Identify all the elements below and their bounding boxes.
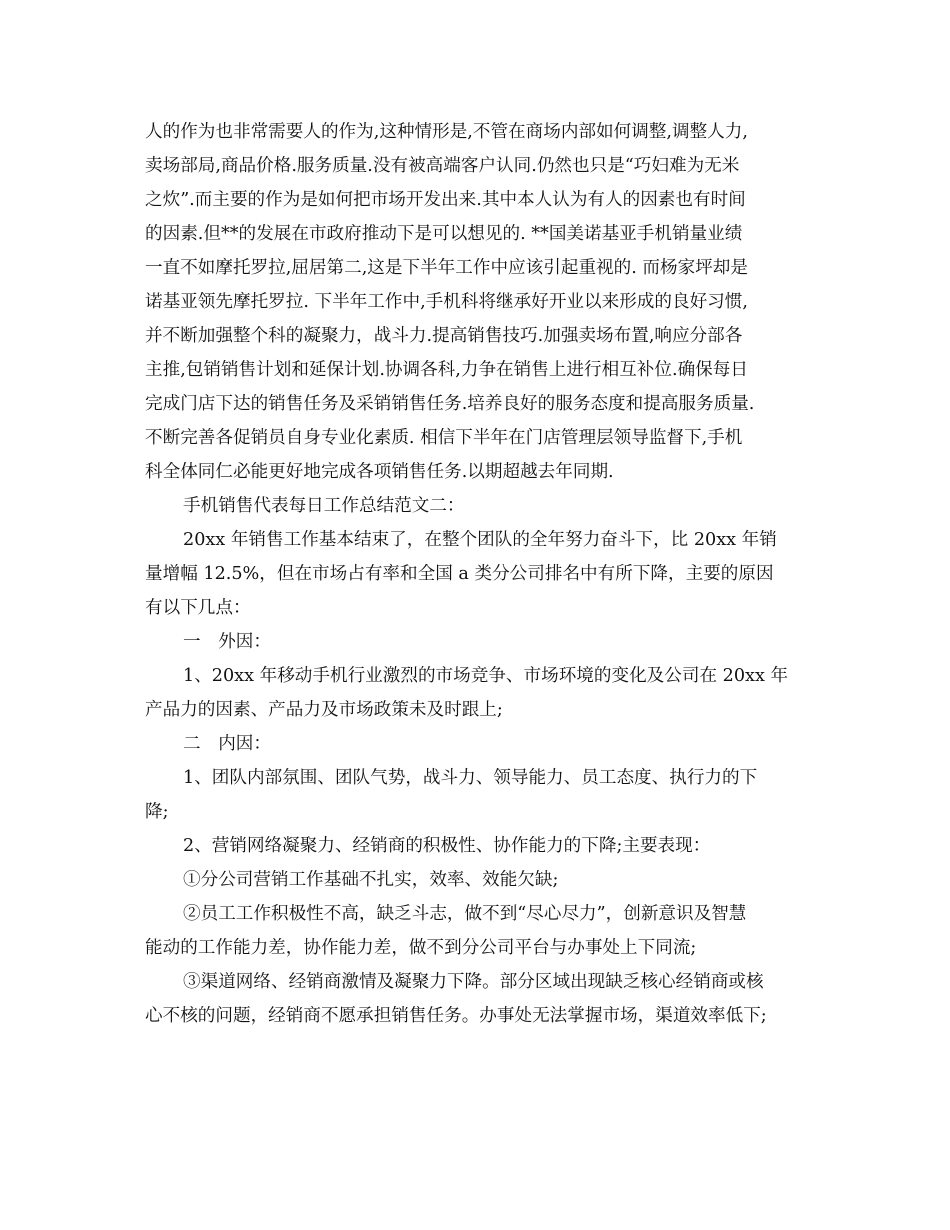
text-line: 能动的工作能力差，协作能力差，做不到分公司平台与办事处上下同流;: [145, 938, 697, 958]
text-line: 20xx 年销售工作基本结束了，在整个团队的全年努力奋斗下，比 20xx 年销: [183, 530, 777, 550]
text-line: 一直不如摩托罗拉,屈居第二,这是下半年工作中应该引起重视的. 而杨家坪却是: [145, 258, 748, 278]
text-line: 量增幅 12.5%，但在市场占有率和全国 a 类分公司排名中有所下降，主要的原因: [145, 564, 774, 584]
text-line: 不断完善各促销员自身专业化素质. 相信下半年在门店管理层领导监督下,手机: [145, 428, 743, 448]
text-line: 卖场部局,商品价格.服务质量.没有被高端客户认同.仍然也只是“巧妇难为无米: [145, 156, 740, 176]
list-item: ③渠道网络、经销商激情及凝聚力下降。部分区域出现缺乏核心经销商或核: [183, 972, 764, 992]
text-line: 产品力的因素、产品力及市场政策未及时跟上;: [145, 700, 503, 720]
list-heading: 二 内因：: [183, 734, 271, 754]
text-line: 有以下几点：: [145, 598, 251, 618]
list-item: 1、团队内部氛围、团队气势，战斗力、领导能力、员工态度、执行力的下: [183, 768, 758, 788]
document-page: [145, 115, 805, 1033]
text-line: 人的作为也非常需要人的作为,这种情形是,不管在商场内部如何调整,调整人力,: [145, 122, 748, 142]
list-item: ①分公司营销工作基础不扎实，效率、效能欠缺;: [183, 870, 559, 890]
text-line: 降;: [145, 802, 169, 822]
text-line: 之炊”.而主要的作为是如何把市场开发出来.其中本人认为有人的因素也有时间: [145, 190, 746, 210]
text-line: 完成门店下达的销售任务及采销销售任务.培养良好的服务态度和提高服务质量.: [145, 394, 755, 414]
section-heading: 手机销售代表每日工作总结范文二：: [183, 496, 465, 516]
list-item: ②员工工作积极性不高，缺乏斗志，做不到“尽心尽力”，创新意识及智慧: [183, 904, 747, 924]
list-item: 2、营销网络凝聚力、经销商的积极性、协作能力的下降;主要表现：: [183, 836, 711, 856]
text-line: 科全体同仁必能更好地完成各项销售任务.以期超越去年同期.: [145, 462, 614, 482]
text-line: 并不断加强整个科的凝聚力，战斗力.提高销售技巧.加强卖场布置,响应分部各: [145, 326, 743, 346]
text-line: 主推,包销销售计划和延保计划.协调各科,力争在销售上进行相互补位.确保每日: [145, 360, 748, 380]
text-line: 诺基亚领先摩托罗拉. 下半年工作中,手机科将继承好开业以来形成的良好习惯,: [145, 292, 748, 312]
list-heading: 一 外因：: [183, 632, 271, 652]
text-line: 心不核的问题，经销商不愿承担销售任务。办事处无法掌握市场，渠道效率低下;: [145, 1006, 767, 1026]
text-line: 的因素.但**的发展在市政府推动下是可以想见的. **国美诺基亚手机销量业绩: [145, 224, 743, 244]
list-item: 1、20xx 年移动手机行业激烈的市场竞争、市场环境的变化及公司在 20xx 年: [183, 666, 789, 686]
